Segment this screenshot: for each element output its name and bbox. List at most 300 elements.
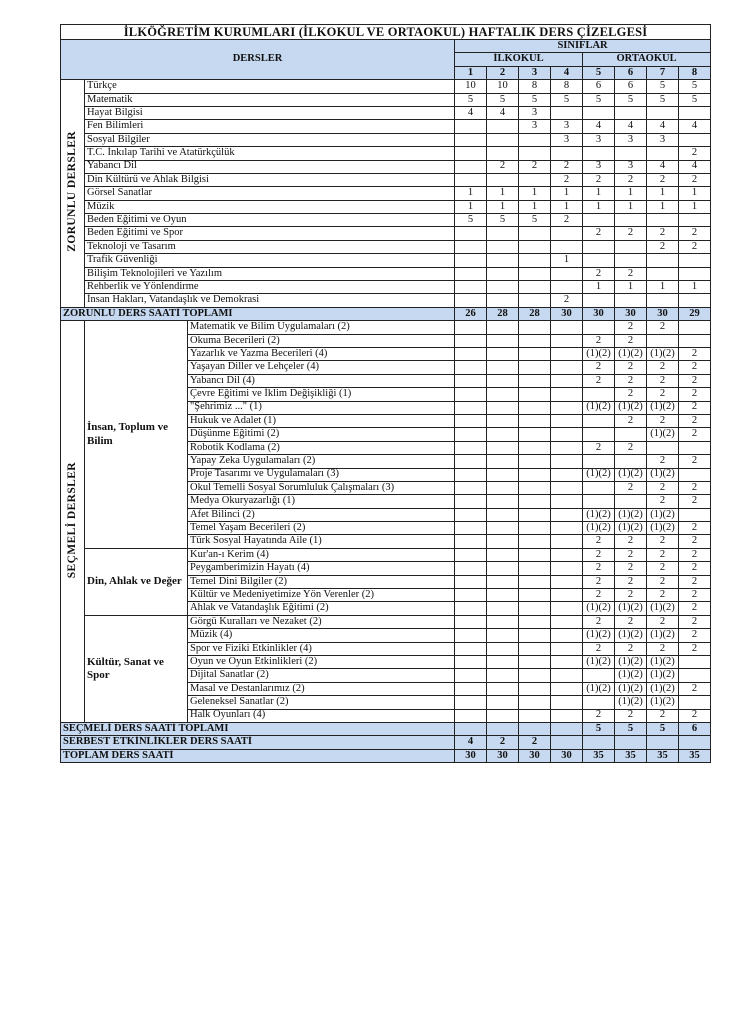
value-cell [679, 696, 711, 709]
value-cell [487, 682, 519, 695]
value-cell [455, 696, 487, 709]
value-cell [551, 575, 583, 588]
value-cell: 2 [679, 535, 711, 548]
value-cell: (1)(2) [647, 522, 679, 535]
value-cell: 1 [647, 281, 679, 294]
value-cell [455, 441, 487, 454]
value-cell: 2 [583, 334, 615, 347]
value-cell [455, 267, 487, 280]
value-cell: 2 [679, 522, 711, 535]
value-cell: 2 [679, 562, 711, 575]
value-cell: 2 [647, 227, 679, 240]
value-cell [551, 347, 583, 360]
value-cell [455, 682, 487, 695]
value-cell: 4 [679, 160, 711, 173]
value-cell: 1 [647, 200, 679, 213]
value-cell [519, 615, 551, 628]
value-cell: 2 [679, 481, 711, 494]
value-cell [487, 294, 519, 307]
total-value [583, 736, 615, 749]
total-value [455, 722, 487, 735]
value-cell [487, 240, 519, 253]
value-cell [455, 495, 487, 508]
value-cell [487, 495, 519, 508]
value-cell: 5 [615, 93, 647, 106]
value-cell [455, 508, 487, 521]
grade-8-header: 8 [679, 66, 711, 79]
value-cell [551, 548, 583, 561]
total-value: 2 [487, 736, 519, 749]
total-value [487, 722, 519, 735]
value-cell: 1 [551, 187, 583, 200]
value-cell [679, 508, 711, 521]
value-cell: 5 [583, 93, 615, 106]
value-cell [551, 428, 583, 441]
value-cell: 2 [583, 535, 615, 548]
total-value: 30 [551, 749, 583, 762]
table-row [61, 93, 711, 106]
value-cell [519, 455, 551, 468]
table-row [61, 254, 711, 267]
total-value: 35 [583, 749, 615, 762]
value-cell [519, 388, 551, 401]
value-cell [647, 214, 679, 227]
course-name: Afet Bilinci (2) [188, 508, 455, 521]
value-cell: 1 [679, 281, 711, 294]
value-cell: 3 [615, 160, 647, 173]
value-cell [551, 682, 583, 695]
value-cell: (1)(2) [647, 602, 679, 615]
value-cell: 1 [551, 200, 583, 213]
total-value: 28 [487, 307, 519, 320]
table-row [61, 80, 711, 93]
value-cell: 2 [679, 388, 711, 401]
value-cell [487, 615, 519, 628]
value-cell [455, 481, 487, 494]
total-value: 30 [647, 307, 679, 320]
value-cell [455, 709, 487, 722]
value-cell: (1)(2) [583, 347, 615, 360]
course-name: Halk Oyunları (4) [188, 709, 455, 722]
value-cell: 2 [679, 401, 711, 414]
value-cell: 2 [615, 321, 647, 334]
elective-category [61, 321, 85, 723]
value-cell: (1)(2) [615, 629, 647, 642]
value-cell: 2 [583, 615, 615, 628]
course-name: Yazarlık ve Yazma Becerileri (4) [188, 347, 455, 360]
value-cell [519, 642, 551, 655]
total-value: 5 [583, 722, 615, 735]
value-cell [455, 455, 487, 468]
value-cell [455, 388, 487, 401]
dersler-header: DERSLER [61, 40, 455, 80]
value-cell [487, 481, 519, 494]
value-cell [551, 147, 583, 160]
value-cell: 3 [551, 120, 583, 133]
value-cell: (1)(2) [615, 696, 647, 709]
value-cell: 2 [679, 227, 711, 240]
table-row [61, 321, 711, 334]
value-cell [551, 468, 583, 481]
value-cell: (1)(2) [647, 669, 679, 682]
value-cell [551, 401, 583, 414]
value-cell: 1 [679, 200, 711, 213]
value-cell [487, 455, 519, 468]
value-cell [551, 602, 583, 615]
value-cell: (1)(2) [647, 682, 679, 695]
value-cell: 2 [615, 709, 647, 722]
value-cell [455, 227, 487, 240]
value-cell: (1)(2) [615, 602, 647, 615]
total-value [551, 722, 583, 735]
value-cell [487, 147, 519, 160]
value-cell [487, 709, 519, 722]
value-cell [455, 321, 487, 334]
value-cell: 2 [583, 589, 615, 602]
value-cell [487, 133, 519, 146]
value-cell [455, 669, 487, 682]
value-cell: 2 [679, 642, 711, 655]
value-cell: 2 [487, 160, 519, 173]
value-cell [455, 173, 487, 186]
value-cell [487, 361, 519, 374]
value-cell [455, 602, 487, 615]
value-cell [519, 562, 551, 575]
value-cell [679, 294, 711, 307]
value-cell [551, 281, 583, 294]
value-cell: 10 [487, 80, 519, 93]
course-name: Görsel Sanatlar [85, 187, 455, 200]
value-cell: 4 [455, 106, 487, 119]
course-name: Trafik Güvenliği [85, 254, 455, 267]
value-cell [647, 267, 679, 280]
value-cell: 2 [583, 709, 615, 722]
elective-group-label: İnsan, Toplum ve Bilim [85, 321, 188, 549]
table-row [61, 267, 711, 280]
compulsory-category [61, 80, 85, 308]
value-cell [455, 240, 487, 253]
value-cell: 1 [487, 200, 519, 213]
course-name: Yabancı Dil (4) [188, 374, 455, 387]
value-cell [519, 468, 551, 481]
course-name: Okul Temelli Sosyal Sorumluluk Çalışmaları (3) [188, 481, 455, 494]
total-row [61, 307, 711, 320]
total-value: 30 [551, 307, 583, 320]
value-cell [519, 696, 551, 709]
total-value: 6 [679, 722, 711, 735]
value-cell [551, 508, 583, 521]
value-cell: 2 [679, 455, 711, 468]
value-cell [551, 481, 583, 494]
course-name: Medya Okuryazarlığı (1) [188, 495, 455, 508]
value-cell [519, 682, 551, 695]
value-cell [583, 240, 615, 253]
value-cell [551, 441, 583, 454]
value-cell [519, 495, 551, 508]
value-cell [647, 441, 679, 454]
value-cell [519, 535, 551, 548]
value-cell [455, 294, 487, 307]
course-name: Peygamberimizin Hayatı (4) [188, 562, 455, 575]
value-cell [679, 267, 711, 280]
value-cell [455, 374, 487, 387]
value-cell: 2 [583, 562, 615, 575]
value-cell: 2 [615, 388, 647, 401]
value-cell: (1)(2) [583, 655, 615, 668]
course-name: Yaşayan Diller ve Lehçeler (4) [188, 361, 455, 374]
weekly-schedule-table [60, 24, 711, 763]
value-cell [551, 267, 583, 280]
value-cell [519, 147, 551, 160]
value-cell [583, 388, 615, 401]
value-cell: (1)(2) [615, 682, 647, 695]
value-cell [455, 615, 487, 628]
value-cell [519, 602, 551, 615]
value-cell [551, 374, 583, 387]
value-cell [519, 321, 551, 334]
value-cell: 2 [647, 548, 679, 561]
grade-7-header: 7 [647, 66, 679, 79]
value-cell: 2 [615, 334, 647, 347]
value-cell [679, 254, 711, 267]
value-cell: 2 [583, 173, 615, 186]
value-cell: 1 [455, 200, 487, 213]
total-value: 35 [647, 749, 679, 762]
total-value [551, 736, 583, 749]
grade-3-header: 3 [519, 66, 551, 79]
value-cell [679, 106, 711, 119]
value-cell: 1 [487, 187, 519, 200]
value-cell [519, 655, 551, 668]
value-cell [519, 401, 551, 414]
course-name: Rehberlik ve Yönlendirme [85, 281, 455, 294]
value-cell [583, 321, 615, 334]
value-cell [487, 334, 519, 347]
value-cell: 2 [615, 374, 647, 387]
value-cell [583, 414, 615, 427]
total-value: 5 [615, 722, 647, 735]
value-cell [519, 709, 551, 722]
value-cell [519, 414, 551, 427]
value-cell: 2 [679, 548, 711, 561]
value-cell [487, 522, 519, 535]
value-cell [519, 361, 551, 374]
course-name: Türk Sosyal Hayatında Aile (1) [188, 535, 455, 548]
course-name: Temel Dini Bilgiler (2) [188, 575, 455, 588]
value-cell: 2 [615, 562, 647, 575]
total-value: 28 [519, 307, 551, 320]
value-cell [551, 227, 583, 240]
total-value: 30 [583, 307, 615, 320]
value-cell [519, 281, 551, 294]
value-cell [583, 428, 615, 441]
value-cell [487, 535, 519, 548]
course-name: Dijital Sanatlar (2) [188, 669, 455, 682]
value-cell [551, 388, 583, 401]
course-name: Proje Tasarımı ve Uygulamaları (3) [188, 468, 455, 481]
value-cell [455, 254, 487, 267]
value-cell: (1)(2) [647, 401, 679, 414]
value-cell: (1)(2) [647, 655, 679, 668]
value-cell: 2 [679, 495, 711, 508]
value-cell: 2 [679, 709, 711, 722]
value-cell [551, 615, 583, 628]
value-cell: 1 [455, 187, 487, 200]
value-cell: 2 [551, 173, 583, 186]
grade-2-header: 2 [487, 66, 519, 79]
course-name: Teknoloji ve Tasarım [85, 240, 455, 253]
value-cell [455, 347, 487, 360]
value-cell: 2 [679, 615, 711, 628]
value-cell: 2 [679, 347, 711, 360]
value-cell: 2 [615, 548, 647, 561]
total-value: 35 [679, 749, 711, 762]
value-cell [487, 321, 519, 334]
value-cell: 2 [647, 374, 679, 387]
value-cell: 5 [519, 93, 551, 106]
course-name: Müzik (4) [188, 629, 455, 642]
table-row [61, 240, 711, 253]
value-cell [519, 508, 551, 521]
value-cell [455, 414, 487, 427]
course-name: Ahlak ve Vatandaşlık Eğitimi (2) [188, 602, 455, 615]
value-cell [487, 281, 519, 294]
value-cell: 2 [679, 575, 711, 588]
total-value [519, 722, 551, 735]
value-cell: 2 [583, 642, 615, 655]
value-cell [455, 428, 487, 441]
value-cell: 2 [615, 615, 647, 628]
value-cell [647, 254, 679, 267]
course-name: Oyun ve Oyun Etkinlikleri (2) [188, 655, 455, 668]
value-cell [615, 455, 647, 468]
value-cell [519, 347, 551, 360]
value-cell: 2 [519, 160, 551, 173]
value-cell: 2 [583, 374, 615, 387]
course-name: Matematik [85, 93, 455, 106]
value-cell: 1 [647, 187, 679, 200]
elective-label: SEÇMELİ DERSLER [65, 461, 78, 578]
value-cell [519, 133, 551, 146]
value-cell: 2 [615, 575, 647, 588]
value-cell: 1 [615, 281, 647, 294]
value-cell: 2 [583, 267, 615, 280]
value-cell [487, 548, 519, 561]
value-cell [551, 522, 583, 535]
value-cell [519, 334, 551, 347]
value-cell [487, 696, 519, 709]
value-cell: 3 [519, 106, 551, 119]
value-cell: 3 [583, 133, 615, 146]
value-cell: 5 [455, 214, 487, 227]
value-cell [615, 106, 647, 119]
grade-5-header: 5 [583, 66, 615, 79]
value-cell: 2 [679, 374, 711, 387]
table-row [61, 160, 711, 173]
value-cell: (1)(2) [647, 347, 679, 360]
value-cell: (1)(2) [647, 508, 679, 521]
value-cell [455, 629, 487, 642]
value-cell: (1)(2) [583, 682, 615, 695]
value-cell: 4 [647, 160, 679, 173]
value-cell: 2 [647, 589, 679, 602]
table-row [61, 294, 711, 307]
value-cell [487, 575, 519, 588]
course-name: Kur'an-ı Kerim (4) [188, 548, 455, 561]
value-cell [487, 173, 519, 186]
value-cell [583, 696, 615, 709]
value-cell: 2 [647, 562, 679, 575]
value-cell [455, 548, 487, 561]
value-cell: 2 [647, 642, 679, 655]
value-cell [583, 495, 615, 508]
value-cell [615, 294, 647, 307]
value-cell [551, 321, 583, 334]
total-value: 26 [455, 307, 487, 320]
value-cell: 2 [615, 481, 647, 494]
value-cell [487, 589, 519, 602]
value-cell [455, 133, 487, 146]
value-cell [455, 281, 487, 294]
value-cell [455, 642, 487, 655]
value-cell: (1)(2) [583, 522, 615, 535]
value-cell [679, 669, 711, 682]
value-cell [679, 655, 711, 668]
value-cell: 2 [615, 267, 647, 280]
value-cell [487, 669, 519, 682]
value-cell: 2 [583, 227, 615, 240]
value-cell: 1 [551, 254, 583, 267]
value-cell: 2 [647, 615, 679, 628]
value-cell [487, 655, 519, 668]
value-cell: 2 [679, 682, 711, 695]
value-cell: (1)(2) [647, 696, 679, 709]
value-cell [551, 334, 583, 347]
course-name: Kültür ve Medeniyetimize Yön Verenler (2) [188, 589, 455, 602]
value-cell: (1)(2) [615, 655, 647, 668]
ilkokul-header: İLKOKUL [455, 53, 583, 66]
course-name: Robotik Kodlama (2) [188, 441, 455, 454]
elective-group-label: Din, Ahlak ve Değer [85, 548, 188, 615]
value-cell: (1)(2) [647, 629, 679, 642]
value-cell: 2 [679, 589, 711, 602]
total-value: 35 [615, 749, 647, 762]
value-cell: (1)(2) [583, 468, 615, 481]
table-row [61, 173, 711, 186]
value-cell [487, 347, 519, 360]
course-name: Masal ve Destanlarımız (2) [188, 682, 455, 695]
value-cell [551, 106, 583, 119]
value-cell [615, 495, 647, 508]
value-cell [551, 642, 583, 655]
value-cell [519, 669, 551, 682]
value-cell [455, 535, 487, 548]
value-cell [551, 669, 583, 682]
value-cell [455, 401, 487, 414]
value-cell [455, 160, 487, 173]
grade-6-header: 6 [615, 66, 647, 79]
grade-4-header: 4 [551, 66, 583, 79]
total-value: 5 [647, 722, 679, 735]
course-name: İnsan Hakları, Vatandaşlık ve Demokrasi [85, 294, 455, 307]
total-value [647, 736, 679, 749]
value-cell: 2 [647, 414, 679, 427]
value-cell: (1)(2) [583, 629, 615, 642]
value-cell [519, 294, 551, 307]
course-name: Bilişim Teknolojileri ve Yazılım [85, 267, 455, 280]
value-cell: 3 [551, 133, 583, 146]
value-cell: 2 [647, 321, 679, 334]
